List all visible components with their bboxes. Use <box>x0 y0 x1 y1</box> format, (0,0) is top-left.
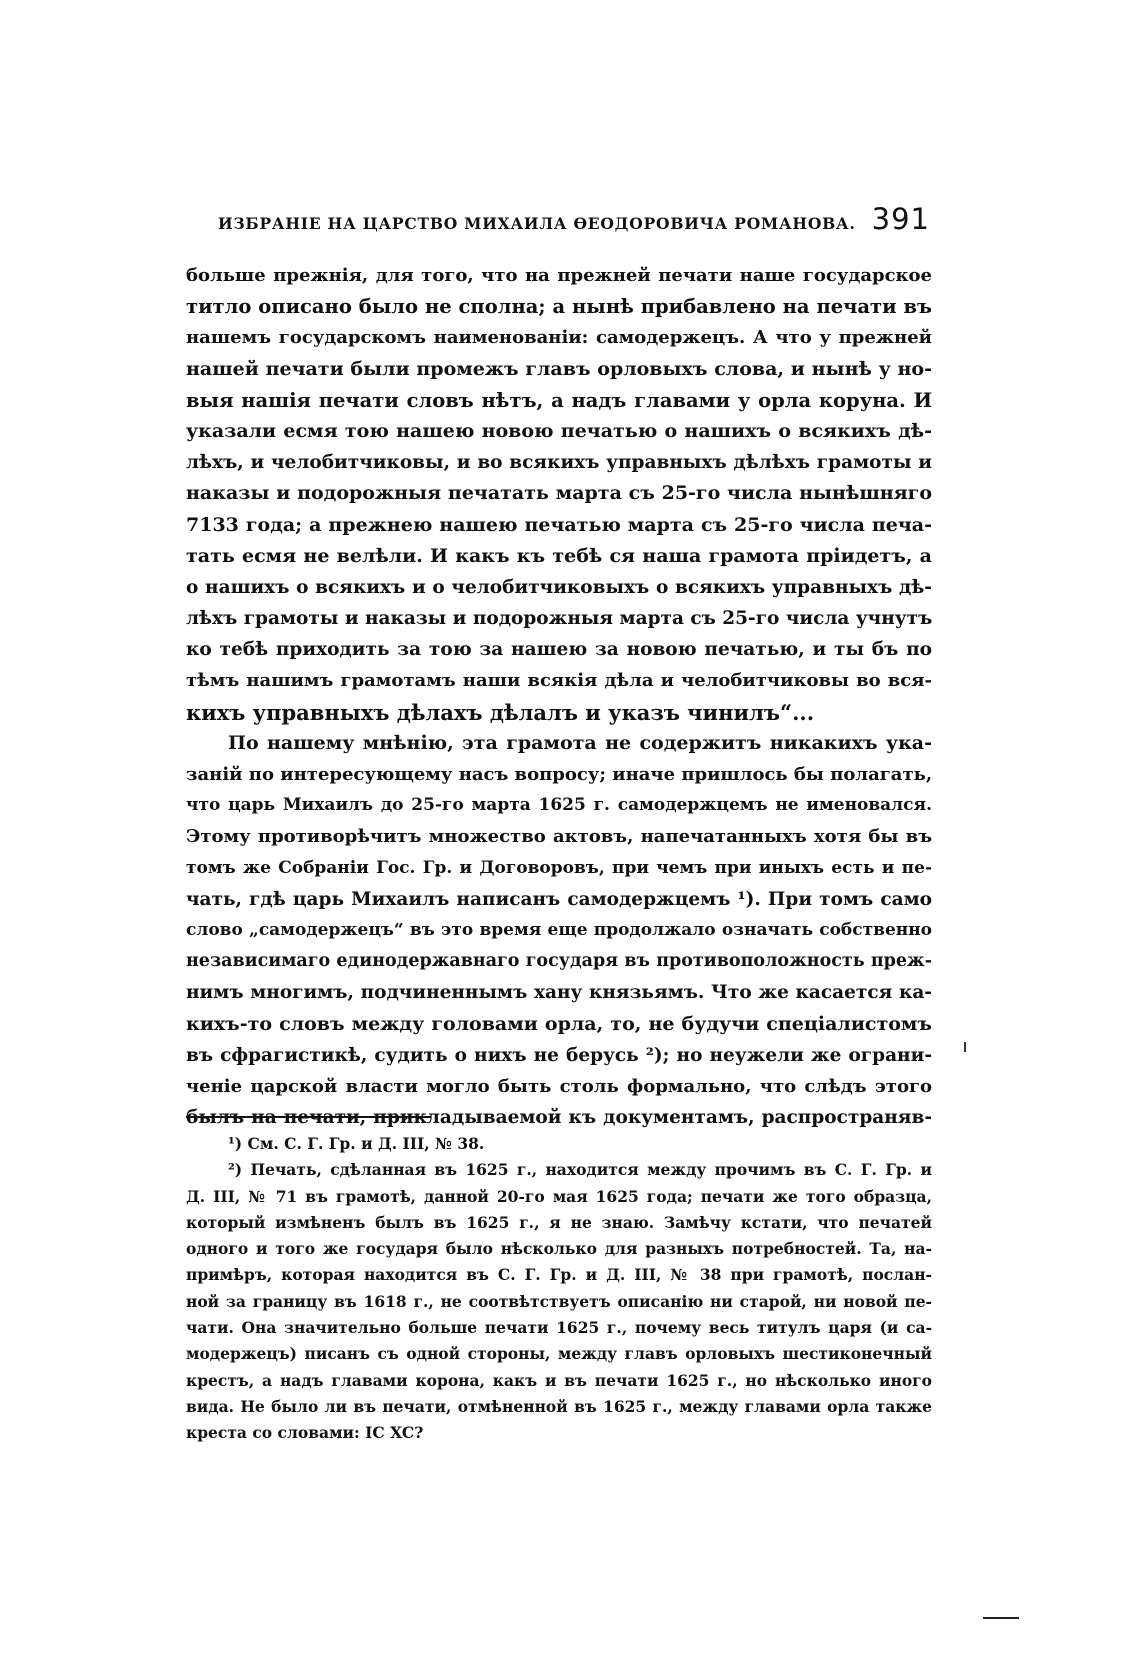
text-line: кихъ управныхъ дѣлахъ дѣлалъ и указъ чинилъ“... <box>186 699 815 725</box>
footnote-line: который измѣненъ былъ въ 1625 г., я не знаю. Замѣчу кстати, что печатей <box>186 1212 932 1232</box>
text-line: слово „самодержецъ“ въ это время еще продолжало означать собственно <box>186 919 932 940</box>
text-line: заній по интересующему насъ вопросу; иначе пришлось бы полагать, <box>186 764 932 785</box>
text-line: лѣхъ грамоты и наказы и подорожныя марта съ 25-го числа учнутъ <box>186 608 932 630</box>
body-text <box>186 260 932 1133</box>
text-line: нимъ многимъ, подчиненнымъ хану князьямъ. Что же касается ка- <box>186 982 932 1004</box>
text-line: 7133 года; а прежнею нашею печатью марта съ 25-го числа печа- <box>186 513 932 536</box>
bottom-dash <box>983 1617 1019 1619</box>
text-line: ченіе царской власти могло быть столь формально, что слѣдъ этого <box>186 1075 932 1097</box>
text-line: въ сфрагистикѣ, судить о нихъ не берусь ²); но неужели же ограни- <box>186 1044 932 1066</box>
text-line: ко тебѣ приходить за тою за нашею за новою печатью, и ты бъ по <box>186 639 932 661</box>
text-line: указали есмя тою нашею новою печатью о нашихъ о всякихъ дѣ- <box>186 419 932 442</box>
text-line: тѣмъ нашимъ грамотамъ наши всякія дѣла и челобитчиковы во вся- <box>186 670 932 692</box>
text-line: нашей печати были промежъ главъ орловыхъ слова, и нынѣ у но- <box>186 357 932 380</box>
footnotes <box>186 1131 932 1447</box>
text-line: лѣхъ, и челобитчиковы, и во всякихъ управныхъ дѣлѣхъ грамоты и <box>186 452 932 474</box>
text-line: тать есмя не велѣли. И какъ къ тебѣ ся наша грамота пріидетъ, а <box>186 544 932 567</box>
footnote-rule <box>186 1116 431 1118</box>
text-line: что царь Михаилъ до 25-го марта 1625 г. самодержцемъ не именовался. <box>186 795 932 816</box>
page-header <box>218 202 930 242</box>
footnote-line: ¹) См. С. Г. Гр. и Д. III, № 38. <box>228 1134 485 1153</box>
text-line: титло описано было не сполна; а нынѣ прибавлено на печати въ <box>186 295 932 319</box>
footnote-line: крестъ, а надъ главами корона, какъ и въ печати 1625 г., но нѣсколько иного <box>186 1370 932 1390</box>
footnote-line: чати. Она значительно больше печати 1625 г., почему весь титулъ царя (и са- <box>186 1318 932 1338</box>
text-line: По нашему мнѣнію, эта грамота не содержитъ никакихъ ука- <box>228 731 932 754</box>
footnote-line: ²) Печать, сдѣланная въ 1625 г., находится между прочимъ въ С. Г. Гр. и <box>228 1160 932 1180</box>
text-line: независимаго единодержавнаго государя въ противоположность преж- <box>186 951 932 972</box>
footnote-line: вида. Не было ли въ печати, отмѣненной въ 1625 г., между главами орла также <box>186 1396 932 1416</box>
text-line: томъ же Собраніи Гос. Гр. и Договоровъ, при чемъ при иныхъ есть и пе- <box>186 857 932 878</box>
running-title: ИЗБРАНІЕ НА ЦАРСТВО МИХАИЛА ѲЕОДОРОВИЧА РОМАНОВА. <box>218 214 856 233</box>
text-line: наказы и подорожныя печатать марта съ 25-го числа нынѣшняго <box>186 482 932 505</box>
footnote-line: Д. III, № 71 въ грамотѣ, данной 20-го мая 1625 года; печати же того образца, <box>186 1186 932 1206</box>
footnote-line: примѣръ, которая находится въ С. Г. Гр. и Д. III, № 38 при грамотѣ, послан- <box>186 1265 932 1285</box>
footnote-line: одного и того же государя было нѣсколько для разныхъ потребностей. Та, на- <box>186 1239 932 1259</box>
text-line: о нашихъ о всякихъ и о челобитчиковыхъ о всякихъ управныхъ дѣ- <box>186 576 932 598</box>
text-line: нашемъ государскомъ наименованіи: самодержецъ. А что у прежней <box>186 327 932 349</box>
text-line: больше прежнія, для того, что на прежней печати наше государское <box>186 265 932 286</box>
footnote-line: модержецъ) писанъ съ одной стороны, между главъ орловыхъ шестиконечный <box>186 1344 932 1364</box>
text-line: чать, гдѣ царь Михаилъ написанъ самодержцемъ ¹). При томъ само <box>186 888 932 910</box>
text-line: Этому противорѣчитъ множество актовъ, напечатанныхъ хотя бы въ <box>186 826 932 848</box>
text-line: былъ на печати, прикладываемой къ документамъ, распространяв- <box>186 1107 932 1129</box>
text-line: выя нашія печати словъ нѣтъ, а надъ главами у орла коруна. И <box>186 388 932 412</box>
footnote-line: креста со словами: IC XC? <box>186 1423 424 1443</box>
margin-mark <box>964 1042 966 1052</box>
text-line: кихъ-то словъ между головами орла, то, не будучи спеціалистомъ <box>186 1012 932 1035</box>
footnote-line: ной за границу въ 1618 г., не соотвѣтствуетъ описанію ни старой, ни новой пе- <box>186 1291 932 1311</box>
page-number: 391 <box>871 202 930 236</box>
